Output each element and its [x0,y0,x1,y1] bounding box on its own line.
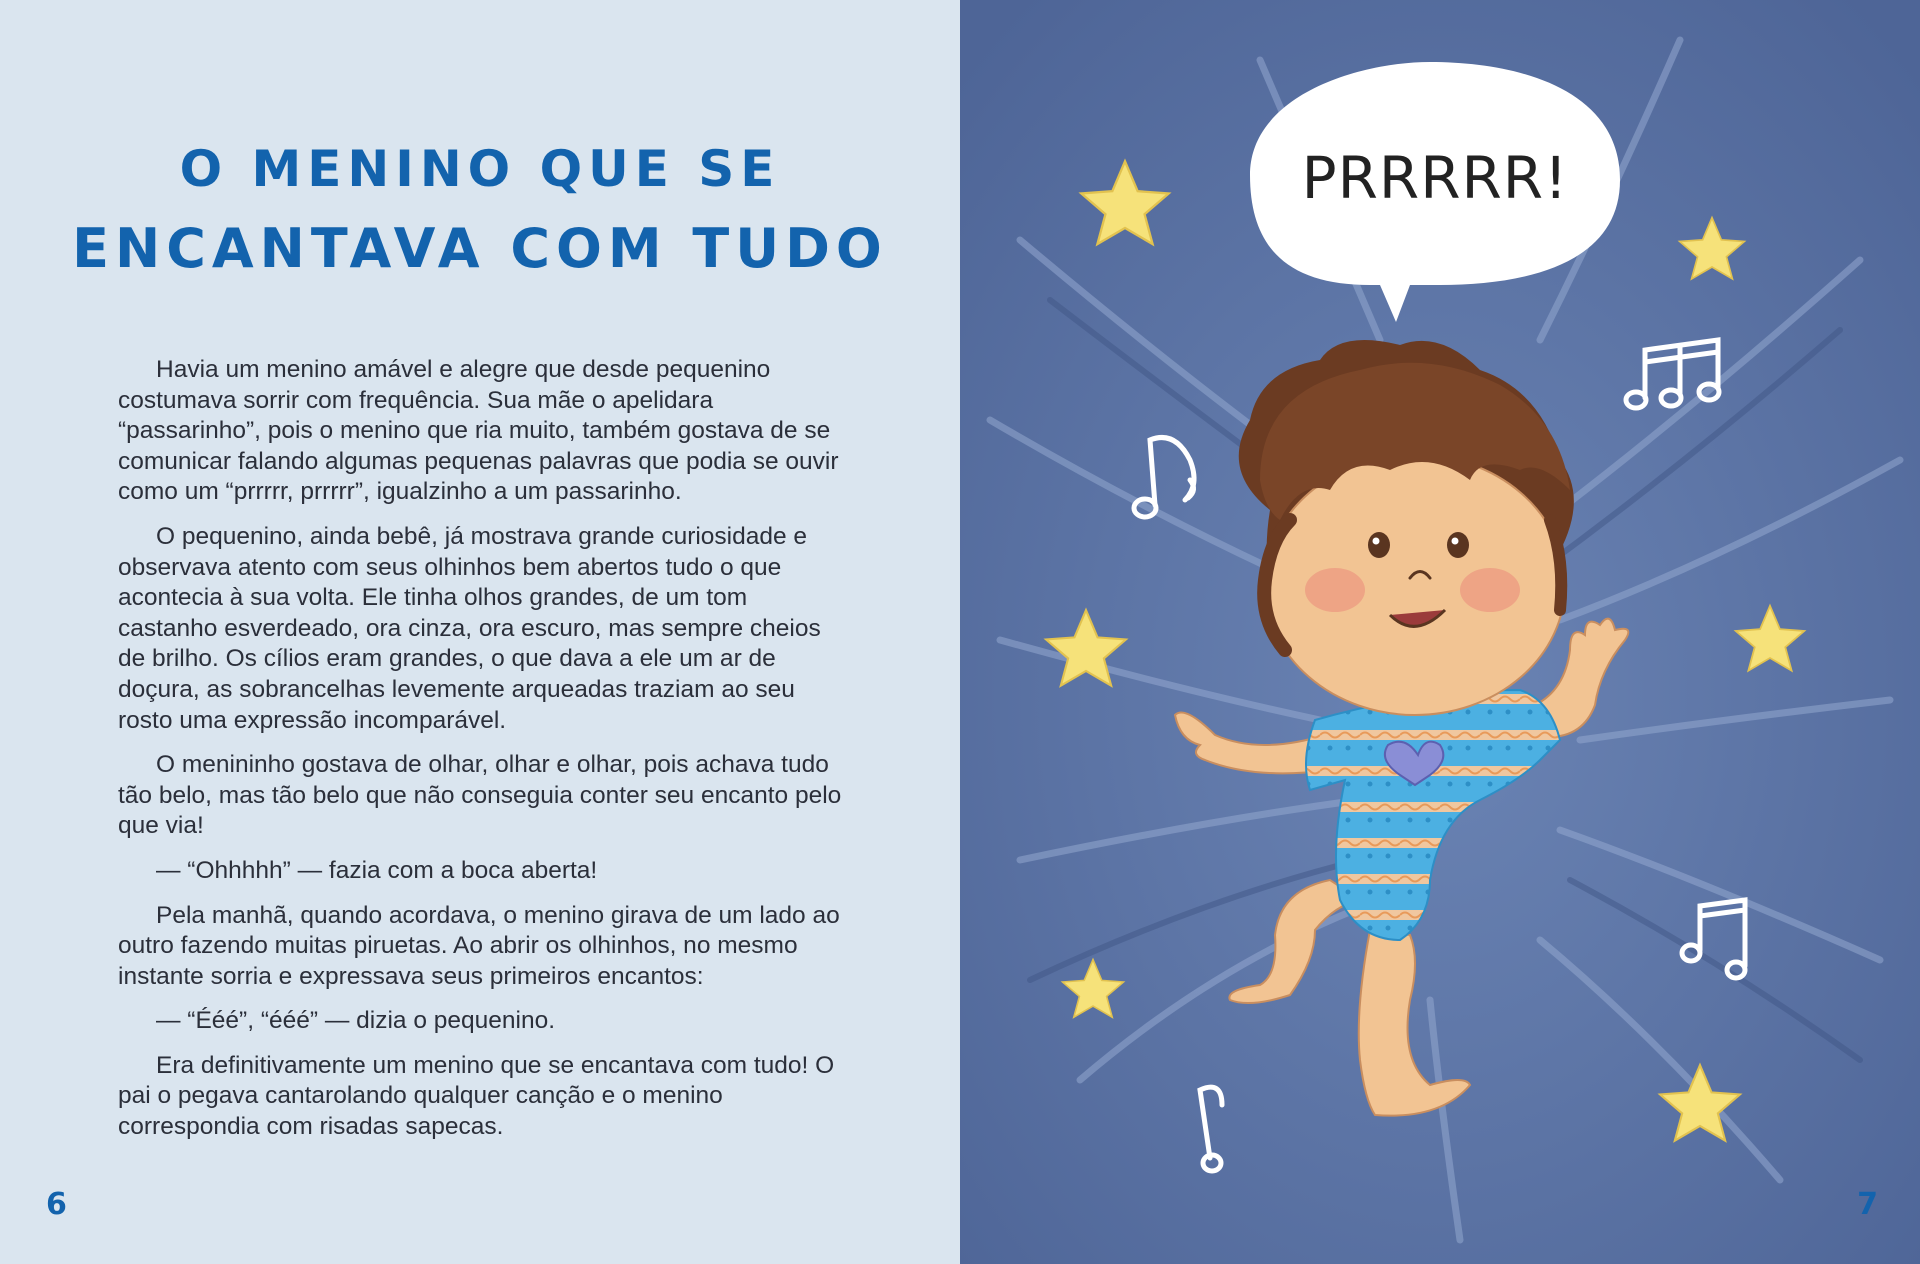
paragraph: O menininho gostava de olhar, olhar e olhar, pois achava tudo tão belo, mas tão belo que não conseguia conter seu encanto pelo que via! [118,751,842,840]
right-page-illustration [960,0,1920,1264]
title-line-1: O MENINO QUE SE [179,140,781,199]
paragraph: O pequenino, ainda bebê, já mostrava grande curiosidade e observava atento com seus olhinhos bem abertos tudo o que acontecia à sua volta. Ele tinha olhos grandes, de um tom castanho esverdeado, ora cinza, ora escuro, mas sempre cheios de brilho. Os cílios eram grandes, o que dava a ele um ar de doçura, as sobrancelhas levemente arqueadas traziam ao seu rosto uma expressão incomparável. [118,522,821,734]
paragraph: Havia um menino amável e alegre que desde pequenino costumava sorrir com frequência. Sua mãe o apelidara “passarinho”, pois o menino que ria muito, também gostava de se comunicar falando algumas pequenas palavras que podia se ouvir como um “prrrrr, prrrrr”, igualzinho a um passarinho. [118,356,839,506]
page-title [0,140,960,281]
paragraph: Era definitivamente um menino que se encantava com tudo! O pai o pegava cantarolando qualquer canção e o menino correspondia com risadas sapecas. [118,1051,835,1141]
page-number-left: 6 [46,1187,67,1222]
paragraph: — “Ééé”, “ééé” — dizia o pequenino. [156,1007,556,1035]
paragraph: — “Ohhhhh” — fazia com a boca aberta! [156,856,598,884]
page-number-right: 7 [1857,1187,1878,1222]
paragraph: Pela manhã, quando acordava, o menino girava de um lado ao outro fazendo muitas piruetas. Ao abrir os olhinhos, no mesmo instante sorria e expressava seus primeiros encantos: [118,901,840,990]
story-text [118,355,848,1157]
speech-text: PRRRRR! [1301,144,1569,212]
title-line-2: ENCANTAVA COM TUDO [72,217,888,281]
baby-illustration [960,0,1920,1264]
